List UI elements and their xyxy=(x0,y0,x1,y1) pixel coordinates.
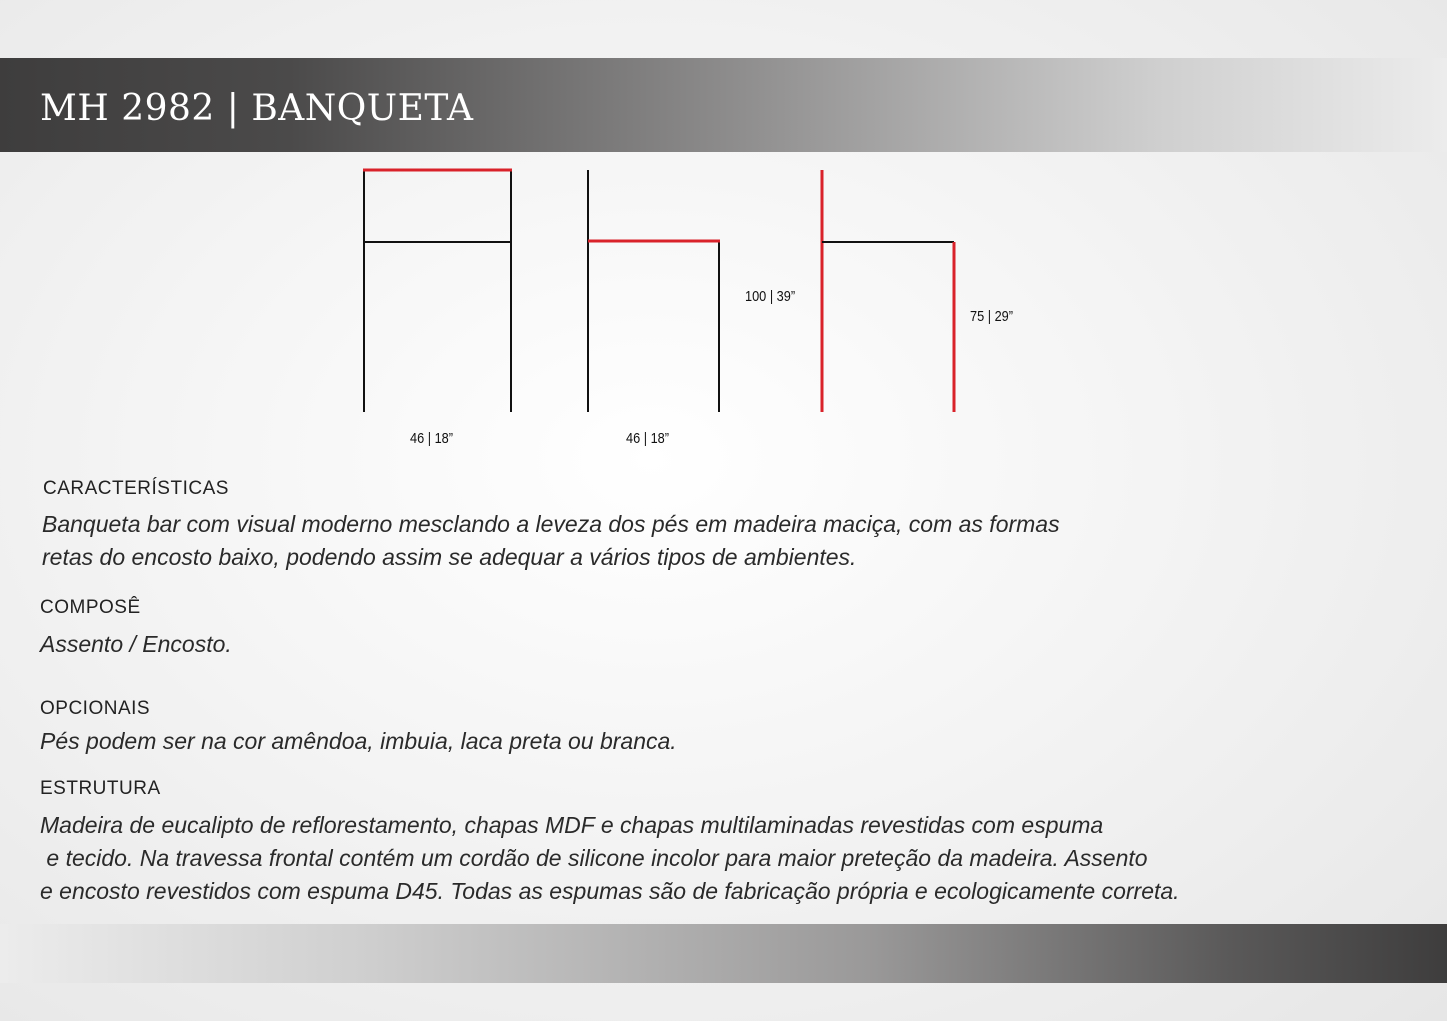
caracteristicas-line-1: Banqueta bar com visual moderno mesclando a leveza dos pés em madeira maciça, com as formas xyxy=(42,511,1060,537)
stool-views-svg xyxy=(340,160,1060,460)
opcionais-heading: OPCIONAIS xyxy=(40,698,151,719)
dimension-drawing xyxy=(340,160,1060,460)
caracteristicas-line-2: retas do encosto baixo, podendo assim se adequar a vários tipos de ambientes. xyxy=(42,544,857,570)
seat-height-label: 75 | 29” xyxy=(970,308,1014,325)
height-view xyxy=(822,170,954,412)
side-width-label: 46 | 18” xyxy=(626,430,670,447)
estrutura-line-1: Madeira de eucalipto de reflorestamento, chapas MDF e chapas multilaminadas revestidas com espuma xyxy=(40,812,1104,838)
estrutura-line-3: e encosto revestidos com espuma D45. Todas as espumas são de fabricação própria e ecologicamente correta. xyxy=(40,878,1180,904)
total-height-label: 100 | 39” xyxy=(745,288,796,305)
side-view xyxy=(588,170,720,412)
opcionais-line-1: Pés podem ser na cor amêndoa, imbuia, laca preta ou branca. xyxy=(40,728,677,754)
front-view xyxy=(363,170,512,412)
front-width-label: 46 | 18” xyxy=(410,430,454,447)
estrutura-heading: ESTRUTURA xyxy=(40,778,161,799)
footer-band xyxy=(0,924,1447,983)
page-title: MH 2982 | BANQUETA xyxy=(40,88,474,129)
composicao-line-1: Assento / Encosto. xyxy=(40,631,232,657)
composicao-heading: COMPOSÊ xyxy=(40,597,141,618)
caracteristicas-heading: CARACTERÍSTICAS xyxy=(43,478,229,499)
estrutura-line-2: e tecido. Na travessa frontal contém um cordão de silicone incolor para maior preteção da madeira. Assento xyxy=(40,845,1148,871)
